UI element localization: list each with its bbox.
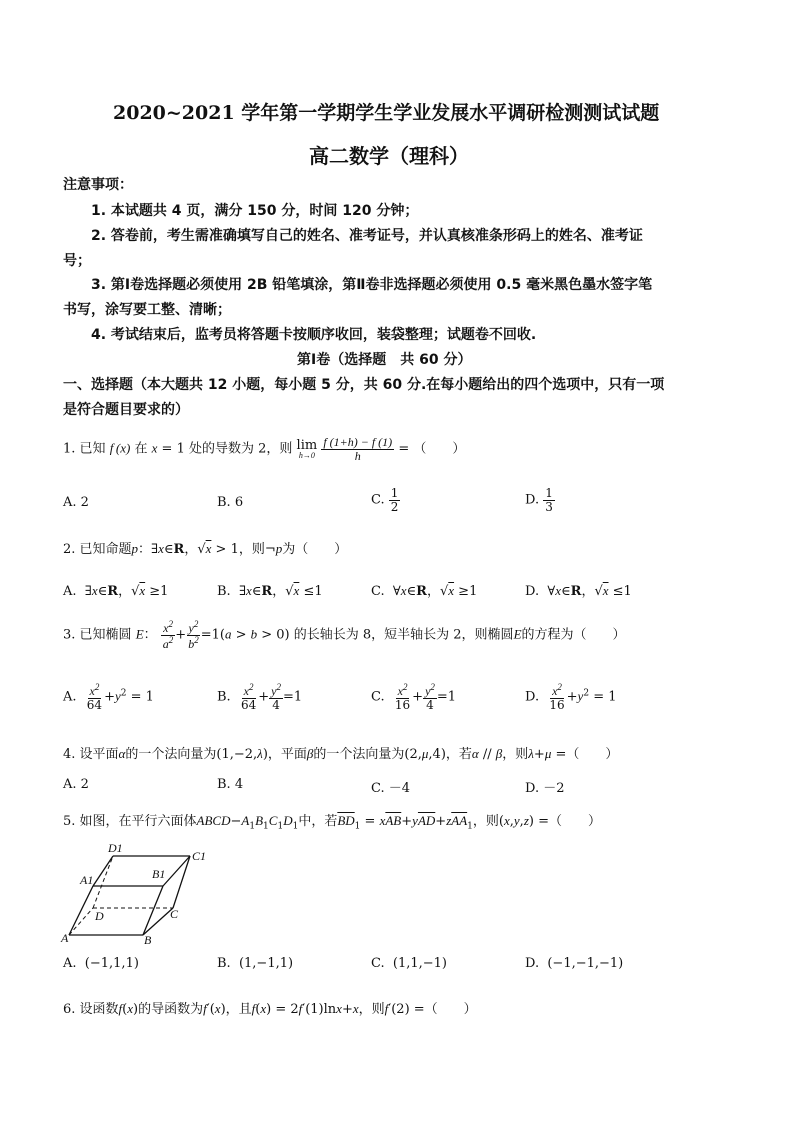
fig-label-a: A	[61, 931, 69, 945]
q5-option-b: B. (1,−1,1)	[217, 956, 294, 971]
question-6: 6. 设函数f(x)的导函数为f′(x)，且f(x) = 2f′(1)lnx+x，则f′(2) =（ ）	[63, 1001, 477, 1017]
q1-formula-x: x	[151, 440, 158, 456]
q4-stem-e: ，若	[445, 747, 472, 762]
q2-formula-p: p	[131, 541, 139, 556]
section-intro-cont: 是符合题目要求的）	[63, 402, 189, 418]
q4-stem-f: ，则	[502, 747, 529, 762]
q2-option-d: D. ∀x∈R，√x ≤1	[525, 583, 632, 599]
q3-option-a-label: A.	[63, 689, 77, 705]
q2-option-b: B. ∃x∈R，√x ≤1	[217, 583, 323, 599]
part-title: 第Ⅰ卷（选择题 共 60 分）	[297, 352, 472, 368]
q3-stem-a: 3. 已知椭圆	[63, 627, 132, 643]
q1-formula-frac: $\frac{f (1+h) - f (1)}{h}$	[323, 435, 393, 463]
q1-stem-c: 处的导数为 2，则	[188, 441, 293, 457]
q2-option-b-label: B.	[217, 584, 231, 599]
fig-label-d: D	[95, 909, 104, 923]
q3-formula-frac2: $\frac{y^2}{b^2}$	[188, 619, 199, 651]
q4-stem-b: 的一个法向量为	[125, 747, 217, 762]
q5-stem-b: 中，若	[298, 814, 338, 829]
q1-option-b: B. 6	[217, 495, 244, 510]
q6-stem-c: ，且	[225, 1002, 252, 1017]
fig-label-b1: B1	[152, 867, 166, 881]
note-2: 2. 答卷前，考生需准确填写自己的姓名、准考证号，并认真核准条形码上的姓名、准考证	[91, 228, 643, 244]
parallelepiped-figure	[60, 838, 210, 946]
fig-label-c1: C1	[192, 849, 207, 863]
q1-option-a: A. 2	[63, 495, 89, 510]
q3-option-b-label: B.	[217, 689, 231, 705]
q5-stem-c: ，则	[472, 814, 499, 829]
q1-option-c-label: C.	[371, 492, 385, 508]
fig-label-b: B	[144, 933, 152, 946]
q4-option-b: B. 4	[217, 777, 244, 792]
q3-formula-frac1: $\frac{x^2}{a^2}$	[162, 619, 174, 651]
q1-option-d-label: D.	[525, 492, 540, 508]
q3-option-c: C. $\frac{x^2}{16}$ + $\frac{y^2}{4}$ =1	[371, 682, 457, 712]
note-2-cont: 号；	[63, 253, 91, 269]
q6-stem-a: 6. 设函数	[63, 1002, 119, 1017]
q3-option-b: B. $\frac{x^2}{64}$ + $\frac{y^2}{4}$ =1	[217, 682, 303, 712]
q5-option-d-label: D.	[525, 956, 540, 971]
q4-option-c: C. －4	[371, 781, 411, 796]
q4-stem-c: ，平面	[267, 747, 307, 762]
q1-option-d-frac: $\frac{1}{3}$	[545, 486, 553, 514]
q2-option-c-label: C.	[371, 584, 385, 599]
q1-stem-b: 在	[134, 441, 148, 457]
q3-stem-c: 的方程为（ ）	[521, 627, 626, 643]
question-1: 1. 已知 f (x) 在 x = 1 处的导数为 2，则 lim h→0 $\frac{f (1+h) - f (1)}{h}$ = （ ）	[63, 435, 466, 463]
fig-label-c: C	[170, 907, 179, 921]
q2-option-a: A. ∃x∈R，√x ≥1	[63, 583, 169, 599]
notes-heading: 注意事项：	[63, 177, 133, 193]
note-3-cont: 书写，涂写要工整、清晰；	[63, 302, 231, 318]
q3-option-a: A. $\frac{x^2}{64}$ $+y^2 = 1$	[63, 682, 154, 712]
q3-option-c-label: C.	[371, 689, 385, 705]
question-5: 5. 如图，在平行六面体$ABCD-A_1B_1C_1D_1$中，若$\overline{BD}_1 = x\overline{AB}+y\overline{AD}+z\overline{AA}_1$，则(x,y,z) =（ ）	[63, 813, 601, 832]
q5-option-b-label: B.	[217, 956, 231, 971]
q3-option-d: D. $\frac{x^2}{16}$ $+y^2 = 1$	[525, 682, 617, 712]
q1-option-c-frac: $\frac{1}{2}$	[390, 486, 399, 514]
question-4: 4. 设平面α的一个法向量为(1,−2,λ)，平面β的一个法向量为(2,μ,4)，若α // β，则λ+μ =（ ）	[63, 746, 619, 762]
q5-stem-a: 5. 如图，在平行六面体	[63, 814, 197, 829]
q3-option-d-label: D.	[525, 689, 540, 705]
question-3: 3. 已知椭圆 E： $\frac{x^2}{a^2}$ + $\frac{y^2}{b^2}$ =1(a > b > 0) 的长轴长为 8，短半轴长为 2，则椭圆E的方程为（ ）	[63, 619, 626, 651]
page-subtitle: 高二数学（理科）	[309, 144, 469, 168]
q3-stem-b: 的长轴长为 8，短半轴长为 2，则椭圆	[293, 627, 514, 643]
q6-stem-d: ，则	[358, 1002, 385, 1017]
note-3: 3. 第Ⅰ卷选择题必须使用 2B 铅笔填涂，第Ⅱ卷非选择题必须使用 0.5 毫米黑色墨水签字笔	[91, 277, 653, 293]
q6-stem-b: 的导函数为	[138, 1002, 204, 1017]
q4-stem-d: 的一个法向量为	[313, 747, 405, 762]
q2-stem: 2. 已知命题	[63, 542, 132, 557]
q4-option-d: D. －2	[525, 781, 565, 796]
q1-option-d	[525, 487, 555, 513]
q1-formula-f: f (x)	[109, 440, 131, 456]
q1-formula-lim: lim h→0	[296, 437, 318, 460]
q3-formula-e: E	[135, 626, 144, 642]
q1-option-c	[371, 487, 400, 513]
section-intro: 一、选择题（本大题共 12 小题，每小题 5 分，共 60 分.在每小题给出的四个选项中，只有一项	[63, 377, 665, 393]
page-title: 2020~2021 学年第一学期学生学业发展水平调研检测测试试题	[113, 102, 660, 124]
q5-option-d: D. (−1,−1,−1)	[525, 956, 624, 971]
q4-stem-a: 4. 设平面	[63, 747, 119, 762]
fig-label-a1: A1	[80, 873, 94, 887]
q4-option-a: A. 2	[63, 777, 89, 792]
q5-option-c: C. (1,1,−1)	[371, 956, 448, 971]
q2-option-a-label: A.	[63, 584, 77, 599]
q2-option-c: C. ∀x∈R，√x ≥1	[371, 583, 478, 599]
fig-label-d1: D1	[108, 841, 123, 855]
q2-option-d-label: D.	[525, 584, 540, 599]
q5-option-a-label: A.	[63, 956, 77, 971]
question-2: 2. 已知命题p：∃x∈R，√x > 1，则¬p为（ ）	[63, 541, 348, 557]
q5-option-a: A. (−1,1,1)	[63, 956, 139, 971]
q1-stem-a: 1. 已知	[63, 441, 106, 457]
q5-option-c-label: C.	[371, 956, 385, 971]
note-4: 4. 考试结束后，监考员将答题卡按顺序收回，装袋整理；试题卷不回收.	[91, 327, 537, 343]
note-1: 1. 本试题共 4 页，满分 150 分，时间 120 分钟；	[91, 203, 419, 219]
